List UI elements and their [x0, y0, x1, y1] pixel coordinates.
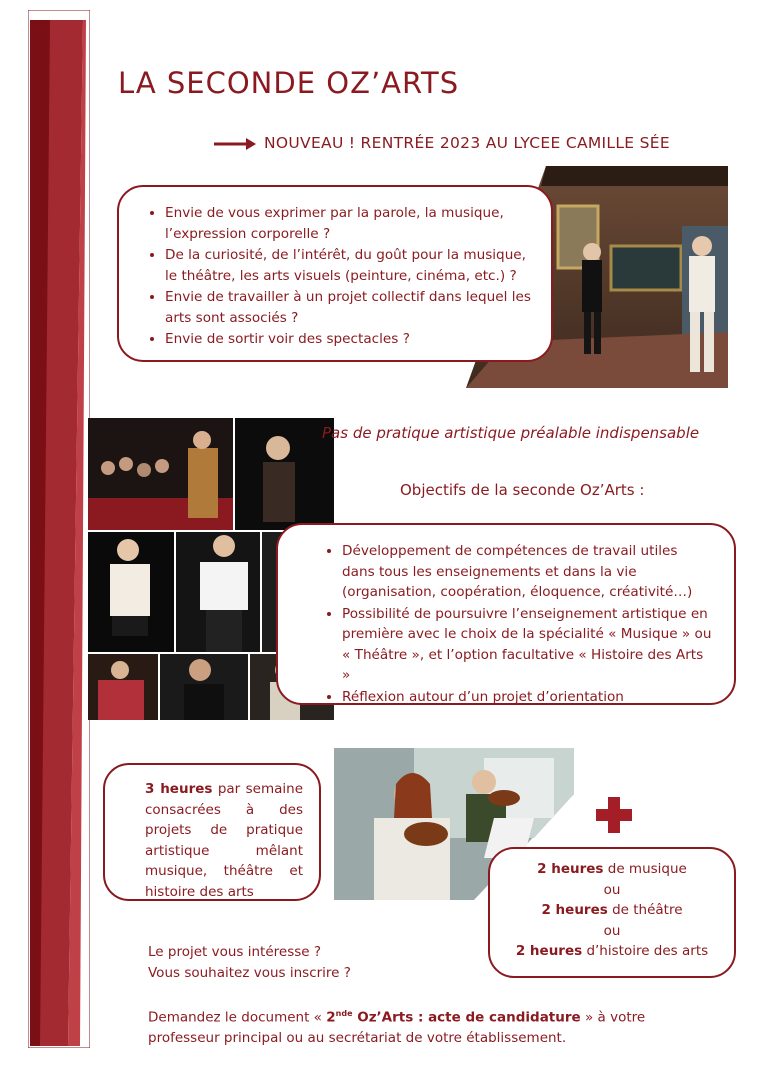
hours-bold: 3 heures — [145, 781, 213, 797]
objectives-box — [276, 523, 736, 705]
list-item: • Envie de vous exprimer par la parole, la musique, l’expression corporelle ? — [165, 203, 531, 244]
list-item: • De la curiosité, de l’intérêt, du goût pour la musique, le théâtre, les arts visuels (peinture, cinéma, etc.) ? — [165, 245, 531, 286]
footer-line: Le projet vous intéresse ? — [148, 944, 322, 960]
list-item: • Développement de compétences de travail utiles dans tous les enseignements et dans la vie (organisation, coopération, éloquence, créativité…) — [342, 541, 714, 603]
announcement — [214, 134, 704, 156]
hours-text: par semaine consacrées à des projets de pratique artistique mêlant musique, théâtre et histoire des arts — [145, 781, 303, 900]
footer-questions — [148, 942, 351, 983]
list-item: • Envie de travailler à un projet collectif dans lequel les arts sont associés ? — [165, 287, 531, 328]
or-separator: ou — [603, 881, 621, 898]
decorative-sidebar — [28, 10, 90, 1048]
page-title: LA SECONDE OZ’ARTS — [118, 66, 460, 100]
plus-icon — [596, 797, 632, 833]
arrow-right-icon — [214, 138, 256, 150]
announcement-text: NOUVEAU ! RENTRÉE 2023 AU LYCEE CAMILLE SÉE — [264, 134, 670, 152]
footer-request: Demandez le document « 2nde Oz’Arts : acte de candidature » à votre professeur principal ou au secrétariat de votre établissement. — [148, 1009, 646, 1046]
option-theatre: 2 heures de théâtre — [541, 902, 683, 918]
option-music: 2 heures de musique — [537, 861, 687, 877]
footer-line: Vous souhaitez vous inscrire ? — [148, 964, 351, 981]
option-history: 2 heures d’histoire des arts — [515, 943, 709, 959]
options-box — [488, 847, 736, 978]
list-item: • Envie de sortir voir des spectacles ? — [165, 329, 531, 350]
list-item: • Réflexion autour d’un projet d’orientation — [342, 687, 714, 708]
intro-questions-box — [117, 185, 553, 362]
objectives-title: Objectifs de la seconde Oz’Arts : — [400, 481, 645, 499]
no-practice-note: Pas de pratique artistique préalable indispensable — [322, 424, 700, 442]
list-item: • Possibilité de poursuivre l’enseignement artistique en première avec le choix de la spécialité « Musique » ou « Théâtre », et l’option facultative « Histoire des Arts » — [342, 604, 714, 686]
weekly-hours-box — [103, 763, 321, 901]
or-separator: ou — [603, 922, 621, 939]
